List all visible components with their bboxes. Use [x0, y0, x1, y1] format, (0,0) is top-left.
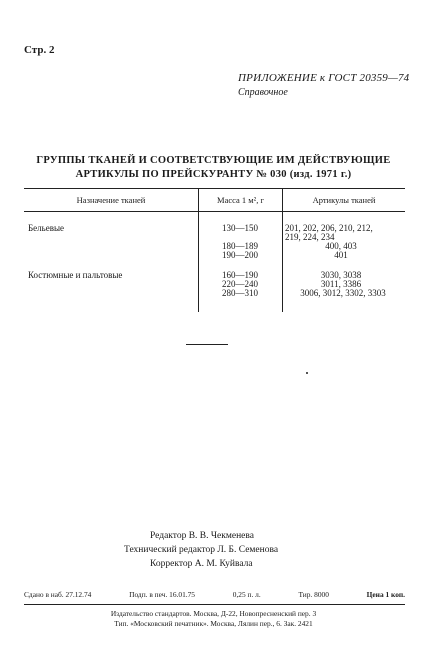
articles-cell: 219, 224, 234: [285, 232, 335, 242]
header-articles: Артикулы тканей: [312, 195, 376, 205]
imprint-price: Цена 1 коп.: [366, 590, 405, 599]
header-mass: Масса 1 м², г: [217, 195, 264, 205]
proofreader-credit: Корректор А. М. Куйвала: [150, 559, 253, 569]
imprint-line: [24, 590, 405, 599]
editor-credit: Редактор В. В. Чекменева: [150, 531, 254, 541]
table-top-rule: [24, 188, 405, 189]
document-title: [0, 154, 427, 182]
mass-cell: 190—200: [222, 250, 258, 260]
imprint-submitted: Сдано в наб. 27.12.74: [24, 590, 92, 599]
publisher-line: Издательство стандартов. Москва, Д-22, Новопресненский пер. 3: [110, 609, 317, 618]
print-speck: [306, 372, 308, 374]
mass-cell: 130—150: [222, 223, 258, 233]
fabric-groups-table: [24, 188, 405, 312]
column-divider-1: [198, 188, 199, 312]
mass-cell: 180—189: [222, 241, 258, 251]
group-purpose: Костюмные и пальтовые: [28, 270, 123, 280]
table-header-rule: [24, 211, 405, 212]
articles-cell: 3006, 3012, 3302, 3303: [300, 288, 386, 298]
mass-cell: 220—240: [222, 279, 258, 289]
articles-cell: 3011, 3386: [320, 279, 362, 289]
imprint-print-run: Тир. 8000: [298, 590, 329, 599]
imprint-signed: Подп. в печ. 16.01.75: [129, 590, 196, 599]
imprint-rule: [24, 604, 405, 605]
group-purpose: Бельевые: [28, 223, 65, 233]
appendix-type: Справочное: [238, 87, 288, 98]
tech-editor-credit: Технический редактор Л. Б. Семенова: [124, 545, 279, 555]
section-divider: [186, 344, 228, 345]
page-number: Стр. 2: [24, 44, 55, 56]
articles-cell: 3030, 3038: [320, 270, 362, 280]
articles-cell: 400, 403: [325, 241, 357, 251]
title-line-2: АРТИКУЛЫ ПО ПРЕЙСКУРАНТУ № 030 (изд. 1971 г.): [75, 169, 352, 180]
imprint-sheets: 0,25 п. л.: [232, 590, 261, 599]
appendix-title: ПРИЛОЖЕНИЕ к ГОСТ 20359—74: [238, 72, 410, 84]
mass-cell: 280—310: [222, 288, 258, 298]
column-divider-2: [282, 188, 283, 312]
printer-line: Тип. «Московский печатник». Москва, Лялин пер., 6. Зак. 2421: [114, 619, 313, 628]
mass-cell: 160—190: [222, 270, 258, 280]
title-line-1: ГРУППЫ ТКАНЕЙ И СООТВЕТСТВУЮЩИЕ ИМ ДЕЙСТВУЮЩИЕ: [36, 155, 391, 166]
articles-cell: 401: [334, 250, 348, 260]
header-purpose: Назначение тканей: [76, 195, 146, 205]
articles-cell: 201, 202, 206, 210, 212,: [285, 223, 373, 233]
